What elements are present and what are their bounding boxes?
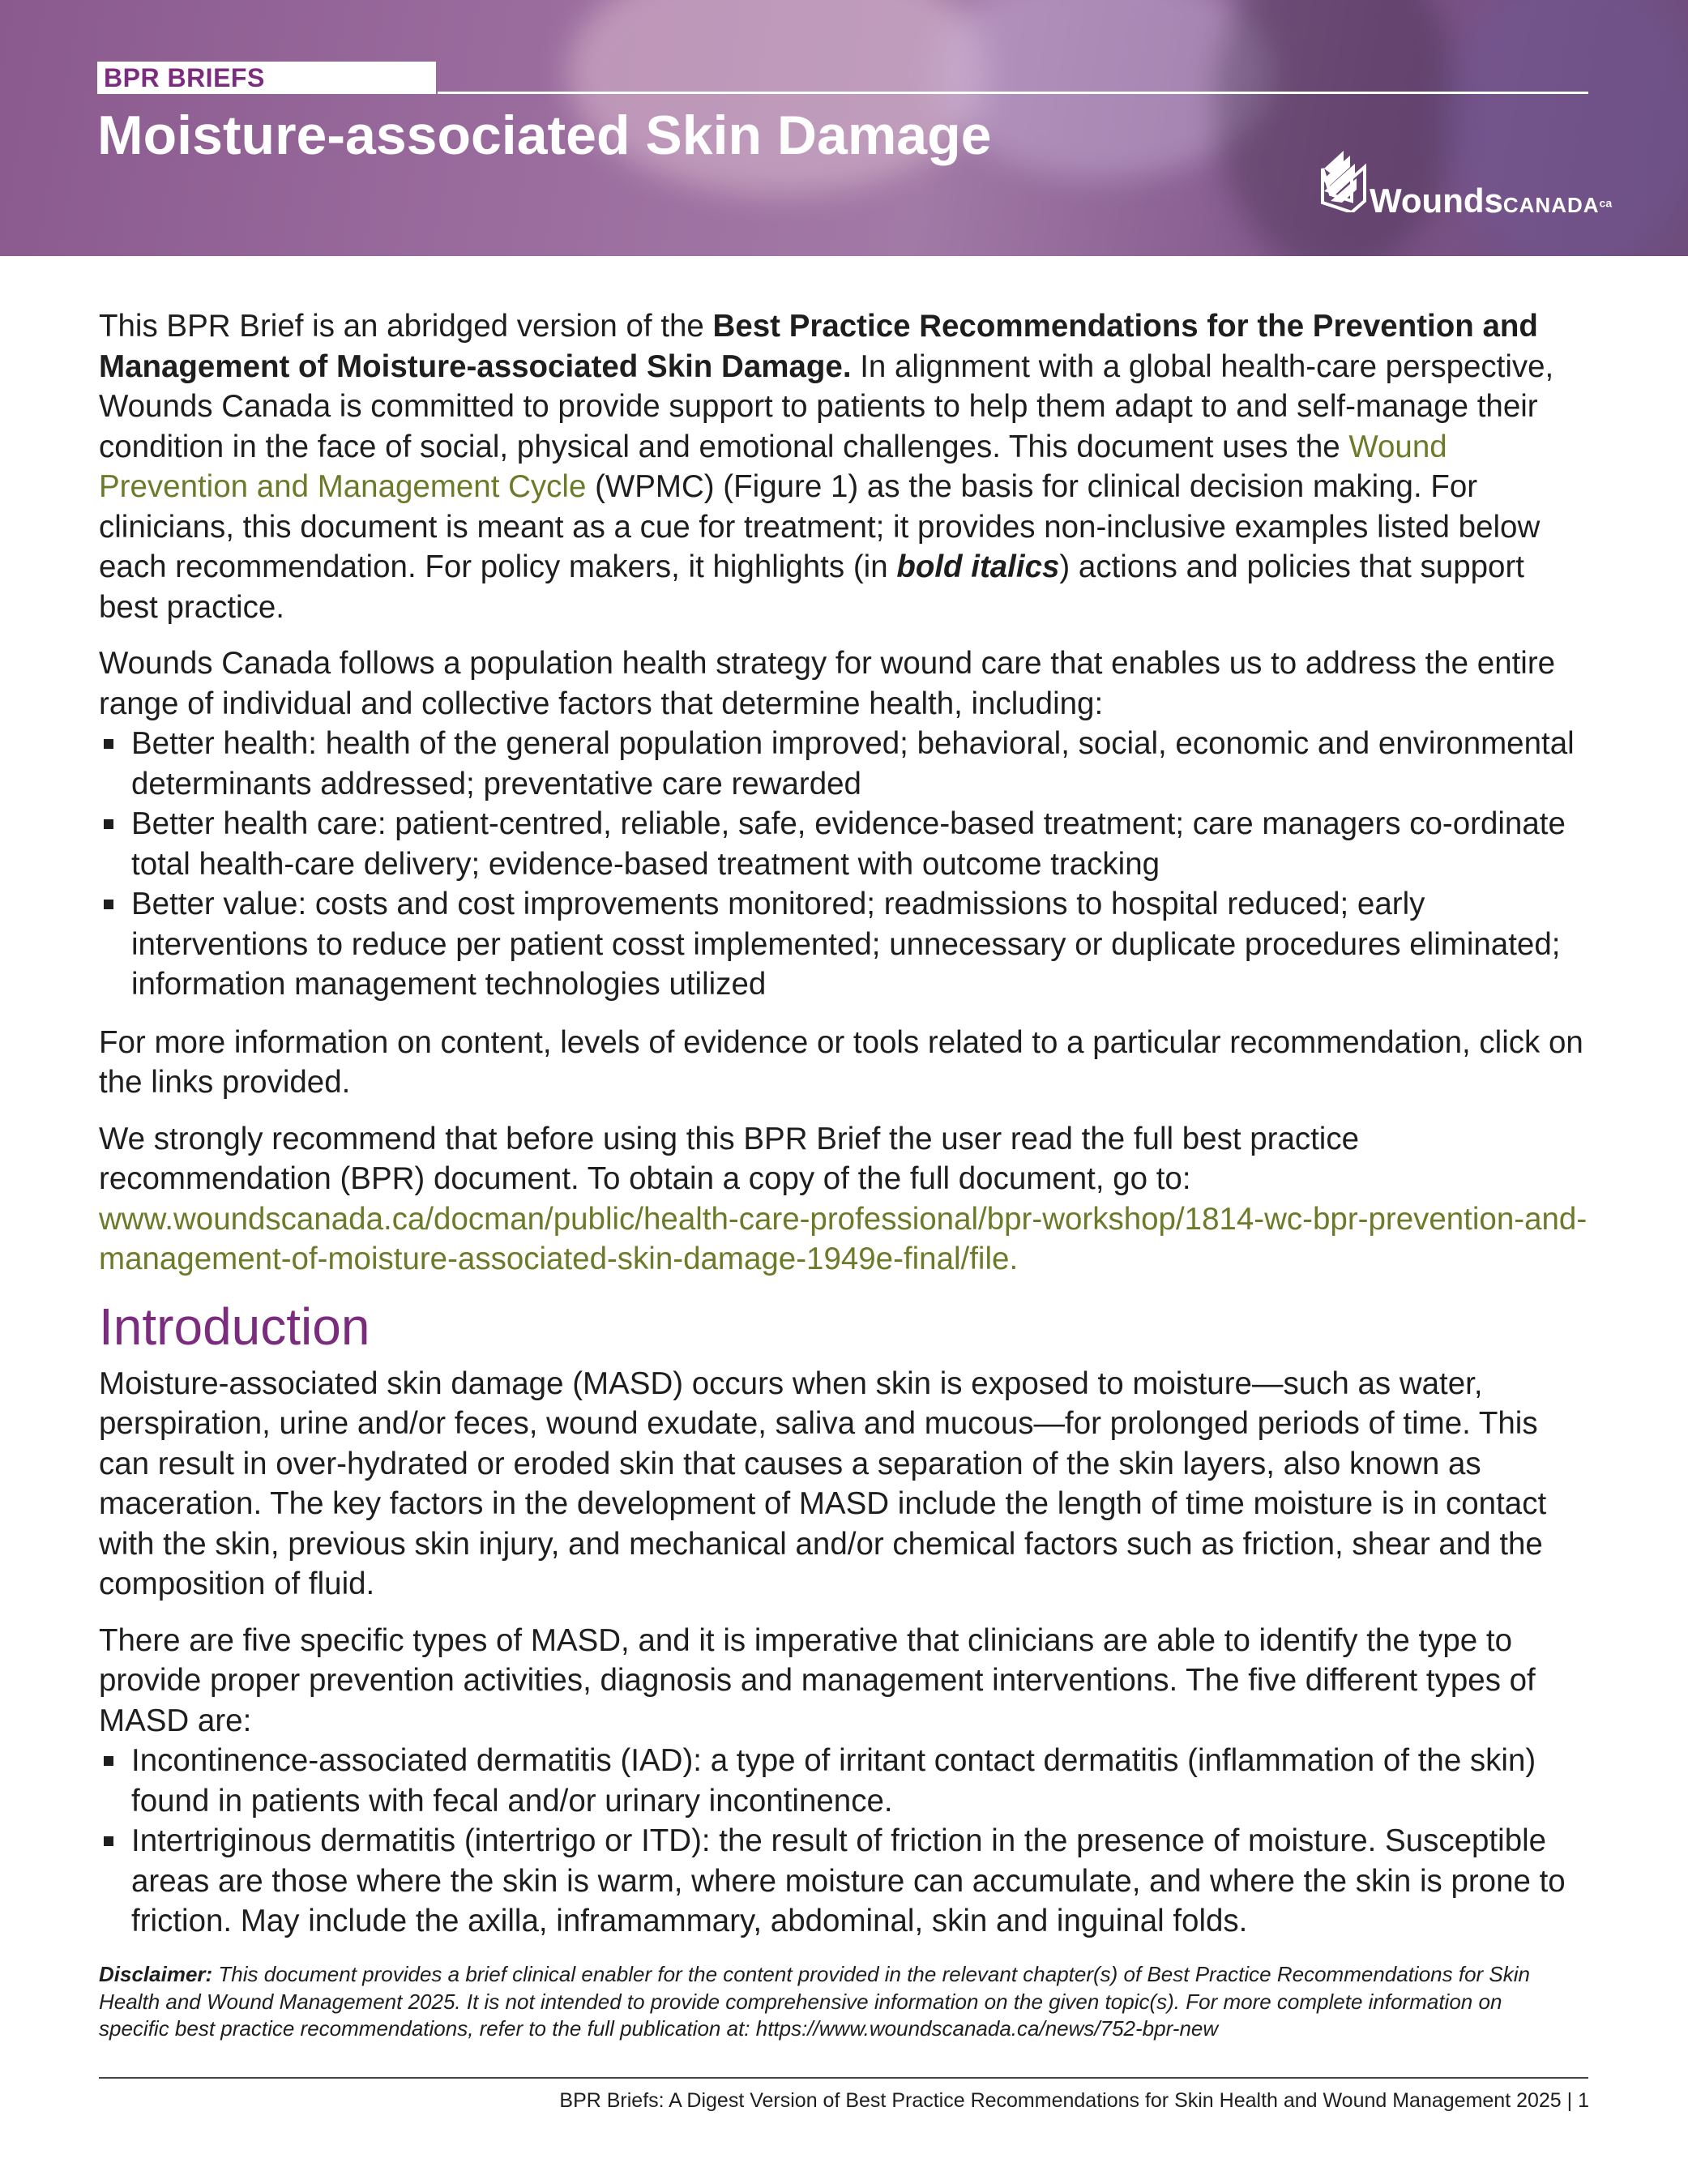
intro-text-3: (WPMC) (Figure 1) as the basis for clinical decision making. For clinicians, this document is meant as a cue for treatment; it provides non-inclusive examples listed below each recommendation. For policy makers, it highlights (in bbox=[99, 469, 1541, 584]
page-footer: BPR Briefs: A Digest Version of Best Practice Recommendations for Skin Health and Wound Management 2025 | 1 bbox=[559, 2089, 1589, 2112]
bullet-icon bbox=[104, 1836, 113, 1846]
masd-types-list bbox=[99, 1741, 1590, 1942]
list-item bbox=[99, 884, 1590, 1005]
bullet-icon bbox=[104, 1756, 113, 1766]
header-banner bbox=[0, 0, 1688, 256]
list-item bbox=[99, 724, 1590, 804]
strategy-lead: Wounds Canada follows a population health strategy for wound care that enables us to address the entire range of individual and collective factors that determine health, including: bbox=[99, 646, 1556, 721]
bpr-document-title: Best Practice Recommendations for the Prevention and Management of Moisture-associated Skin Damage. bbox=[99, 309, 1538, 384]
bullet-icon bbox=[104, 739, 113, 749]
logo-word-canada: CANADA bbox=[1502, 193, 1600, 217]
wounds-canada-logo[interactable] bbox=[1319, 144, 1613, 220]
list-item-text: Intertriginous dermatitis (intertrigo or ITD): the result of friction in the presence of moisture. Susceptible areas are those where the skin is warm, where moisture can accumulate, and where the skin is prone to friction. May include the axilla, inframammary, abdominal, skin and inguinal folds. bbox=[131, 1823, 1566, 1938]
introduction-paragraph-2: There are five specific types of MASD, and it is imperative that clinicians are able to identify the type to provide proper prevention activities, diagnosis and management interventions. The five different types of MASD are: bbox=[99, 1622, 1536, 1738]
more-info-paragraph: For more information on content, levels of evidence or tools related to a particular recommendation, click on the links provided. bbox=[99, 1024, 1583, 1100]
introduction-paragraph-1: Moisture-associated skin damage (MASD) occurs when skin is exposed to moisture—such as water, perspiration, urine and/or feces, wound exudate, saliva and mucous—for prolonged periods of time. This can result in over-hydrated or eroded skin that causes a separation of the skin layers, also known as maceration. The key factors in the development of MASD include the length of time moisture is in contact with the skin, previous skin injury, and mechanical and/or chemical factors such as friction, shear and the composition of fluid. bbox=[99, 1366, 1547, 1601]
intro-text-2: In alignment with a global health-care perspective, Wounds Canada is committed to provide support to patients to help them adapt to and self-manage their condition in the face of social, physical and emotional challenges. This document uses the bbox=[99, 348, 1554, 464]
recommend-paragraph bbox=[99, 1119, 1590, 1280]
footer-rule bbox=[99, 2077, 1588, 2079]
wounds-canada-logo-icon bbox=[1319, 144, 1368, 212]
recommend-text: We strongly recommend that before using this BPR Brief the user read the full best practice recommendation (BPR) document. To obtain a copy of the full document, go to: bbox=[99, 1121, 1360, 1196]
list-item-text: Better health: health of the general population improved; behavioral, social, economic and environmental determinants addressed; preventative care rewarded bbox=[131, 726, 1575, 801]
strategy-list bbox=[99, 724, 1590, 1005]
page-title: Moisture-associated Skin Damage bbox=[97, 105, 992, 166]
wpmc-link[interactable]: Wound Prevention and Management Cycle bbox=[99, 429, 1447, 504]
bullet-icon bbox=[104, 900, 113, 909]
disclaimer bbox=[99, 1961, 1574, 2043]
intro-text-1: This BPR Brief is an abridged version of the bbox=[99, 309, 713, 344]
logo-wordmark bbox=[1370, 182, 1612, 220]
list-item-text: Incontinence-associated dermatitis (IAD): a type of irritant contact dermatitis (inflammation of the skin) found in patients with fecal and/or urinary incontinence. bbox=[131, 1743, 1536, 1819]
section-heading-introduction: Introduction bbox=[99, 1297, 370, 1356]
bold-italics-example: bold italics bbox=[896, 549, 1060, 584]
header-rule bbox=[438, 92, 1588, 94]
main-content bbox=[99, 306, 1590, 1960]
list-item-text: Better health care: patient-centred, reliable, safe, evidence-based treatment; care managers co-ordinate total health-care delivery; evidence-based treatment with outcome tracking bbox=[131, 806, 1566, 882]
logo-word-wounds: Wounds bbox=[1370, 182, 1503, 220]
list-item bbox=[99, 1821, 1590, 1942]
bullet-icon bbox=[104, 819, 113, 829]
intro-text-4: ) actions and policies that support best practice. bbox=[99, 549, 1524, 625]
list-item bbox=[99, 1741, 1590, 1821]
list-item-text: Better value: costs and cost improvements monitored; readmissions to hospital reduced; early interventions to reduce per patient cosst implemented; unnecessary or duplicate procedures eliminated; information management technologies utilized bbox=[131, 887, 1561, 1002]
logo-suffix: ca bbox=[1599, 196, 1613, 210]
disclaimer-text: This document provides a brief clinical enabler for the content provided in the relevant chapter(s) of Best Practice Recommendations for Skin Health and Wound Management 2025. It is not intended to provide comprehensive information on the given topic(s). For more complete information on specific best practice recommendations, refer to the full publication at: https://www.woundscanada.ca/news/752-bpr-new bbox=[99, 1962, 1530, 2041]
series-tag: BPR BRIEFS bbox=[104, 63, 265, 92]
list-item bbox=[99, 804, 1590, 884]
intro-paragraph bbox=[99, 306, 1590, 627]
full-document-link[interactable]: www.woundscanada.ca/docman/public/health-care-professional/bpr-workshop/1814-wc-bpr-prevention-and-management-of-moisture-associated-skin-damage-1949e-final/file. bbox=[99, 1201, 1588, 1276]
disclaimer-label: Disclaimer: bbox=[99, 1962, 213, 1986]
